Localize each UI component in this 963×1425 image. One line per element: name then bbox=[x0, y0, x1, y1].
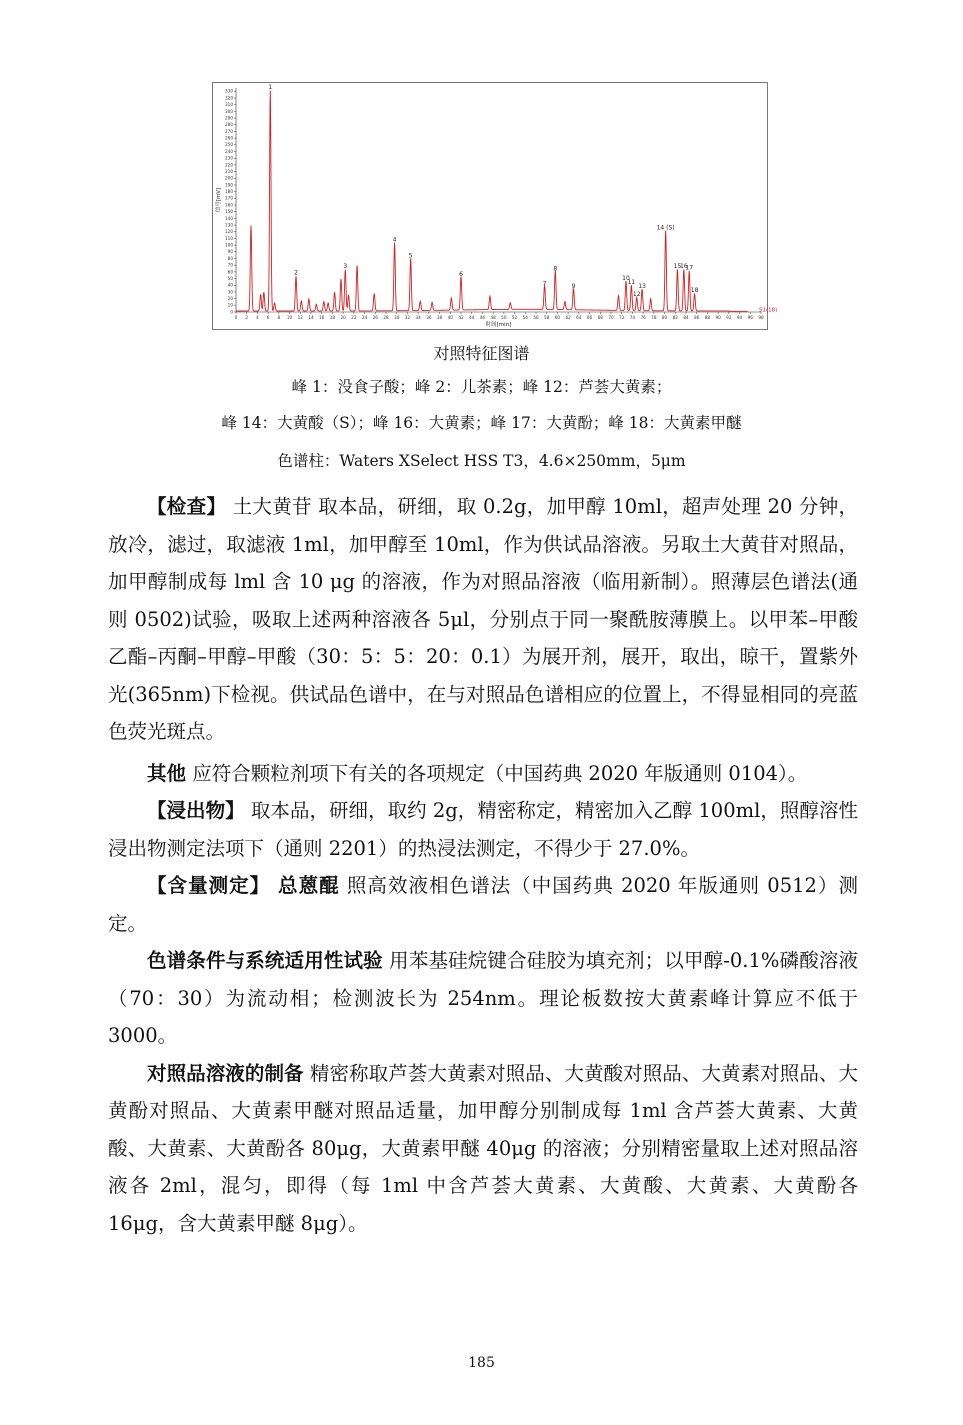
y-tick-label: 230 bbox=[225, 155, 233, 161]
peak-label: 5 bbox=[408, 252, 413, 260]
peak-label: 9 bbox=[571, 283, 576, 291]
x-tick-label: 0 bbox=[234, 315, 238, 320]
y-tick-label: 140 bbox=[225, 215, 233, 221]
peak-label: 13 bbox=[638, 283, 646, 291]
peak-label: 3 bbox=[343, 263, 348, 271]
heading-inspection: 【检查】 bbox=[147, 495, 227, 518]
heading-reference-prep: 对照品溶液的制备 bbox=[147, 1061, 304, 1085]
x-tick-label: 42 bbox=[458, 315, 464, 320]
y-tick-label: 210 bbox=[225, 168, 233, 174]
y-tick-label: 250 bbox=[225, 142, 233, 148]
peak-label: 12 bbox=[632, 291, 641, 299]
caption-peaks-line-2: 峰 14：大黄酸（S）；峰 16：大黄素；峰 17：大黄酚；峰 18：大黄素甲醚 bbox=[221, 414, 742, 432]
y-tick-label: 240 bbox=[225, 148, 233, 154]
text-conditions: 用苯基硅烷键合硅胶为填充剂；以甲醇-0.1%磷酸溶液（70：30）为流动相；检测波长为 254nm。理论板数按大黄素峰计算应不低于 3000。 bbox=[108, 949, 858, 1047]
y-tick-label: 90 bbox=[227, 249, 233, 255]
x-tick-label: 22 bbox=[351, 315, 357, 320]
x-tick-label: 12 bbox=[297, 315, 303, 320]
y-tick-label: 160 bbox=[225, 202, 233, 208]
y-tick-label: 290 bbox=[225, 115, 233, 121]
y-tick-label: 170 bbox=[225, 195, 233, 201]
text-reference-prep: 精密称取芦荟大黄素对照品、大黄酸对照品、大黄素对照品、大黄酚对照品、大黄素甲醚对照品适量，加甲醇分别制成每 1ml 含芦荟大黄素、大黄酸、大黄素、大黄酚各 80μg，大黄素甲醚 40μg 的溶液；分别精密量取上述对照品溶液各 2ml，混匀，即得（每 1ml 中含芦荟大黄素、大黄酸、大黄素、大黄酚各 16μg，含大黄素甲醚 8μg）。 bbox=[108, 1061, 859, 1235]
x-tick-label: 46 bbox=[479, 315, 486, 320]
y-tick-label: 60 bbox=[227, 269, 233, 275]
y-tick-label: 270 bbox=[225, 128, 233, 134]
x-tick-label: 26 bbox=[372, 315, 378, 320]
y-tick-label: 100 bbox=[225, 242, 233, 248]
chart-caption-title: 对照特征图谱 bbox=[433, 344, 530, 363]
x-tick-label: 94 bbox=[736, 315, 743, 320]
x-tick-label: 16 bbox=[319, 315, 325, 320]
x-tick-label: 92 bbox=[726, 315, 732, 320]
x-tick-label: 14 bbox=[308, 315, 314, 320]
heading-assay: 【含量测定】 总蒽醌 bbox=[147, 874, 340, 897]
y-tick-label: 30 bbox=[227, 289, 233, 295]
series-tag: S1(18) bbox=[759, 307, 778, 314]
y-tick-label: 130 bbox=[225, 222, 233, 228]
x-tick-label: 62 bbox=[565, 315, 571, 320]
peak-label: 18 bbox=[690, 287, 699, 295]
peak-label: 1 bbox=[268, 83, 273, 91]
paragraph-reference-prep bbox=[108, 1055, 858, 1243]
caption-peaks-line-1: 峰 1：没食子酸；峰 2：儿茶素；峰 12：芦荟大黄素； bbox=[291, 378, 672, 396]
x-tick-label: 74 bbox=[629, 315, 636, 320]
x-tick-label: 80 bbox=[661, 315, 668, 320]
x-tick-label: 76 bbox=[640, 315, 646, 320]
chart-frame bbox=[213, 83, 768, 330]
y-tick-label: 220 bbox=[225, 162, 233, 168]
peak-label: 10 bbox=[622, 275, 630, 283]
y-tick-label: 120 bbox=[225, 229, 233, 235]
y-tick-label: 300 bbox=[225, 108, 233, 114]
y-tick-label: 190 bbox=[225, 182, 233, 188]
paragraph-other bbox=[108, 755, 858, 793]
x-tick-label: 54 bbox=[522, 315, 528, 320]
y-tick-label: 80 bbox=[227, 255, 233, 261]
x-tick-label: 52 bbox=[511, 315, 518, 320]
x-tick-label: 64 bbox=[576, 315, 582, 320]
heading-extract: 【浸出物】 bbox=[147, 799, 245, 822]
x-tick-label: 88 bbox=[704, 315, 711, 320]
y-tick-label: 70 bbox=[227, 262, 233, 268]
x-axis-title: 时间[min] bbox=[485, 322, 512, 328]
y-tick-label: 150 bbox=[225, 209, 233, 215]
y-tick-label: 330 bbox=[225, 88, 233, 94]
chromatogram-svg bbox=[212, 82, 778, 330]
x-tick-label: 56 bbox=[533, 315, 539, 320]
peak-label: 7 bbox=[542, 280, 547, 288]
x-tick-label: 78 bbox=[651, 315, 657, 320]
x-tick-label: 72 bbox=[619, 315, 625, 320]
x-tick-label: 18 bbox=[329, 315, 336, 320]
y-tick-label: 110 bbox=[225, 235, 233, 241]
paragraph-conditions bbox=[108, 942, 858, 1055]
x-tick-label: 8 bbox=[277, 315, 281, 320]
peak-label: 2 bbox=[294, 269, 298, 277]
y-tick-label: 180 bbox=[225, 189, 233, 195]
y-tick-label: 310 bbox=[225, 102, 233, 108]
x-tick-label: 68 bbox=[597, 315, 603, 320]
paragraph-extract bbox=[108, 792, 858, 867]
x-tick-label: 32 bbox=[404, 315, 411, 320]
chromatogram-chart bbox=[212, 82, 778, 330]
x-tick-label: 24 bbox=[361, 315, 368, 320]
heading-conditions: 色谱条件与系统适用性试验 bbox=[147, 949, 383, 972]
peak-label: 14 (S) bbox=[656, 224, 675, 232]
x-tick-label: 28 bbox=[383, 315, 389, 320]
x-tick-label: 44 bbox=[469, 315, 475, 320]
y-tick-label: 280 bbox=[225, 122, 233, 128]
peak-label: 17 bbox=[685, 264, 694, 272]
x-tick-label: 10 bbox=[286, 315, 293, 320]
chromatogram-trace bbox=[236, 90, 748, 311]
x-tick-label: 82 bbox=[672, 315, 678, 320]
text-extract: 取本品，研细，取约 2g，精密称定，精密加入乙醇 100ml，照醇溶性浸出物测定法项下（通则 2201）的热浸法测定，不得少于 27.0%。 bbox=[108, 799, 858, 860]
page-number: 185 bbox=[468, 1355, 495, 1371]
y-tick-label: 50 bbox=[227, 275, 233, 281]
peak-label: 8 bbox=[553, 265, 558, 273]
text-assay: 照高效液相色谱法（中国药典 2020 年版通则 0512）测定。 bbox=[108, 874, 858, 935]
y-axis-title: 信号[mV] bbox=[216, 187, 222, 213]
y-tick-label: 200 bbox=[225, 175, 233, 181]
x-tick-label: 48 bbox=[490, 315, 496, 320]
x-tick-label: 6 bbox=[266, 315, 270, 320]
peak-label: 15 bbox=[673, 263, 682, 271]
paragraph-inspection bbox=[108, 488, 858, 751]
x-tick-label: 20 bbox=[340, 315, 346, 320]
heading-other: 其他 bbox=[147, 761, 187, 785]
x-tick-label: 4 bbox=[256, 315, 259, 320]
text-other: 应符合颗粒剂项下有关的各项规定（中国药典 2020 年版通则 0104）。 bbox=[186, 761, 808, 785]
paragraph-assay bbox=[108, 867, 858, 942]
y-tick-label: 20 bbox=[227, 296, 233, 302]
x-tick-label: 90 bbox=[715, 315, 721, 320]
x-tick-label: 58 bbox=[544, 315, 550, 320]
x-tick-label: 36 bbox=[426, 315, 432, 320]
x-tick-label: 38 bbox=[436, 315, 443, 320]
x-tick-label: 86 bbox=[694, 315, 700, 320]
x-tick-label: 98 bbox=[758, 315, 764, 320]
peak-label: 16 bbox=[680, 263, 688, 271]
x-tick-label: 40 bbox=[447, 315, 453, 320]
x-tick-label: 66 bbox=[586, 315, 593, 320]
peak-label: 11 bbox=[627, 279, 636, 287]
text-inspection: 土大黄苷 取本品，研细，取 0.2g，加甲醇 10ml，超声处理 20 分钟，放冷，滤过，取滤液 1ml，加甲醇至 10ml，作为供试品溶液。另取土大黄苷对照品，加甲醇制成每 lml 含 10 μg 的溶液，作为对照品溶液（临用新制）。照薄层色谱法(通则 0502)试验，吸取上述两种溶液各 5μl，分别点于同一聚酰胺薄膜上。以甲苯–甲酸乙酯–丙酮–甲醇–甲酸（30：5：5：20：0.1）为展开剂，展开，取出，晾干，置紫外光(365nm)下检视。供试品色谱中，在与对照品色谱相应的位置上，不得显相同的亮蓝色荧光斑点。 bbox=[108, 495, 858, 743]
peak-label: 4 bbox=[392, 236, 397, 244]
x-tick-label: 60 bbox=[554, 315, 561, 320]
y-tick-label: 260 bbox=[225, 135, 233, 141]
x-tick-label: 2 bbox=[245, 315, 249, 320]
document-body bbox=[108, 488, 858, 1242]
x-tick-label: 34 bbox=[415, 315, 421, 320]
peak-label: 6 bbox=[459, 271, 463, 279]
x-tick-label: 50 bbox=[501, 315, 507, 320]
y-tick-label: 0 bbox=[230, 309, 233, 315]
caption-column-info: 色谱柱：Waters XSelect HSS T3，4.6×250mm，5μm bbox=[277, 452, 686, 470]
y-tick-label: 40 bbox=[227, 282, 233, 288]
x-tick-label: 30 bbox=[394, 315, 400, 320]
x-tick-label: 70 bbox=[608, 315, 614, 320]
y-tick-label: 10 bbox=[227, 302, 233, 308]
y-tick-label: 320 bbox=[225, 95, 233, 101]
x-tick-label: 84 bbox=[683, 315, 689, 320]
x-tick-label: 96 bbox=[747, 315, 753, 320]
